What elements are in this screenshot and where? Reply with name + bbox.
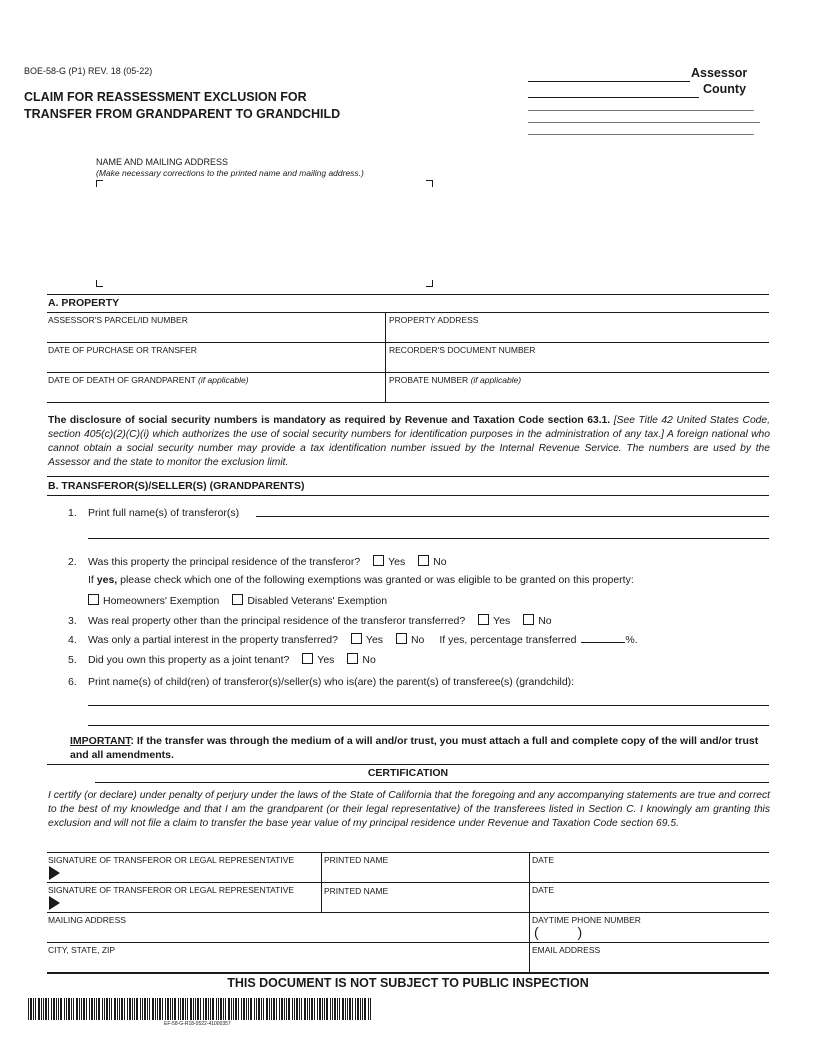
divider bbox=[47, 402, 769, 403]
no-label: No bbox=[433, 556, 447, 568]
divider bbox=[47, 912, 769, 913]
title-line-2: TRANSFER FROM GRANDPARENT TO GRANDCHILD bbox=[24, 107, 341, 121]
printed-name-1-field[interactable]: PRINTED NAME bbox=[324, 855, 389, 865]
q2-yes-checkbox[interactable] bbox=[373, 555, 384, 566]
section-a-title: A. PROPERTY bbox=[48, 297, 120, 309]
assessor-label: Assessor bbox=[691, 66, 748, 80]
parcel-number-field[interactable]: ASSESSOR'S PARCEL/ID NUMBER bbox=[48, 315, 188, 325]
divider bbox=[47, 495, 769, 496]
address-input-area[interactable] bbox=[104, 190, 420, 274]
homeowners-exemption-checkbox[interactable] bbox=[88, 594, 99, 605]
veterans-label: Disabled Veterans' Exemption bbox=[247, 595, 388, 607]
disclosure-bold: The disclosure of social security numbers is mandatory as required by Revenue and Taxation Code section 63.1. bbox=[48, 415, 611, 426]
certification-statement: I certify (or declare) under penalty of perjury under the laws of the State of California that the foregoing and any accompanying statements are true and correct to the best of my knowledge and that I am the grandparent (or their legal representative) of the transferees listed in Section C. I knowingly am granting this exclusion and will not file a claim to transfer the base year value of my principal residence under Revenue and Taxation Code section 69.5. bbox=[48, 790, 770, 829]
no-label: No bbox=[410, 634, 425, 646]
important-notice bbox=[70, 734, 760, 762]
question-number: 2. bbox=[68, 556, 77, 568]
question-2-followup bbox=[88, 574, 634, 586]
divider bbox=[47, 972, 769, 974]
important-text: : If the transfer was through the medium of a will and/or trust, you must attach a full and complete copy of the will and/or trust and all amendments. bbox=[70, 735, 759, 761]
death-date-label: DATE OF DEATH OF GRANDPARENT bbox=[48, 375, 196, 385]
child-names-input[interactable] bbox=[88, 705, 769, 706]
no-label: No bbox=[362, 654, 376, 666]
question-number: 1. bbox=[68, 507, 77, 519]
question-2-text: Was this property the principal residence of the transferor? bbox=[88, 556, 361, 568]
certification-title: CERTIFICATION bbox=[367, 767, 449, 779]
question-4 bbox=[68, 633, 638, 646]
sign-here-arrow-icon bbox=[49, 866, 60, 880]
question-3-text: Was real property other than the principal residence of the transferor transferred? bbox=[88, 615, 466, 627]
question-number: 5. bbox=[68, 654, 77, 666]
assessor-address-line[interactable] bbox=[528, 122, 760, 123]
assessor-address-line[interactable] bbox=[528, 110, 754, 111]
city-state-zip-field[interactable]: CITY, STATE, ZIP bbox=[48, 945, 116, 955]
email-address-field[interactable]: EMAIL ADDRESS bbox=[532, 945, 601, 955]
probate-number-note: (if applicable) bbox=[470, 375, 522, 385]
divider bbox=[95, 782, 769, 783]
yes-label: Yes bbox=[493, 615, 511, 627]
divider bbox=[47, 342, 769, 343]
disclosure-italic: [See Title 42 United States Code, section 405(c)(2)(C)(i) which authorizes the use of social security numbers for identification purposes in the administration of any tax.] A foreign national who cannot obtain a social security number may provide a tax identification number issued by the Internal Revenue Service. The numbers are used by the Assessor and the state to monitor the exclusion limit. bbox=[48, 415, 770, 468]
q3-yes-checkbox[interactable] bbox=[478, 614, 489, 625]
question-6-text: Print name(s) of child(ren) of transferor(s)/seller(s) who is(are) the parent(s) of transferee(s) (grandchild): bbox=[88, 676, 575, 688]
question-2 bbox=[68, 555, 447, 568]
question-1 bbox=[68, 507, 239, 519]
question-6 bbox=[68, 676, 574, 688]
q4-no-checkbox[interactable] bbox=[396, 633, 407, 644]
title-line-1: CLAIM FOR REASSESSMENT EXCLUSION FOR bbox=[24, 90, 307, 104]
death-date-field[interactable] bbox=[48, 375, 249, 385]
transferor-names-input[interactable] bbox=[256, 516, 769, 517]
purchase-date-field[interactable]: DATE OF PURCHASE OR TRANSFER bbox=[48, 345, 197, 355]
q4-yes-checkbox[interactable] bbox=[351, 633, 362, 644]
date-2-field[interactable]: DATE bbox=[532, 885, 555, 895]
sign-here-arrow-icon bbox=[49, 896, 60, 910]
question-number: 3. bbox=[68, 615, 77, 627]
yes-label: Yes bbox=[388, 556, 406, 568]
divider bbox=[47, 764, 769, 765]
followup-bold: yes, bbox=[96, 574, 118, 586]
address-corner-mark bbox=[96, 180, 103, 187]
phone-area-code-parens: ( ) bbox=[534, 924, 583, 940]
assessor-address-line[interactable] bbox=[528, 134, 754, 135]
form-id: BOE-58-G (P1) REV. 18 (05-22) bbox=[24, 66, 153, 76]
q4-percent-suffix: %. bbox=[625, 634, 638, 646]
divider bbox=[47, 312, 769, 313]
mailing-address-field[interactable]: MAILING ADDRESS bbox=[48, 915, 126, 925]
signature-1-field[interactable] bbox=[64, 864, 314, 882]
death-date-note: (if applicable) bbox=[198, 375, 249, 385]
divider bbox=[47, 372, 769, 373]
veterans-exemption-checkbox[interactable] bbox=[232, 594, 243, 605]
yes-label: Yes bbox=[365, 634, 384, 646]
page-title bbox=[24, 89, 340, 123]
percentage-input[interactable] bbox=[581, 633, 625, 643]
ssn-disclosure bbox=[48, 414, 770, 470]
question-3 bbox=[68, 614, 552, 627]
date-1-field[interactable]: DATE bbox=[532, 855, 555, 865]
homeowners-label: Homeowners' Exemption bbox=[103, 595, 220, 607]
divider bbox=[47, 942, 769, 943]
q2-no-checkbox[interactable] bbox=[418, 555, 429, 566]
section-b-title: B. TRANSFEROR(S)/SELLER(S) (GRANDPARENTS) bbox=[48, 480, 305, 492]
county-label: County bbox=[703, 82, 747, 96]
printed-name-2-field[interactable]: PRINTED NAME bbox=[324, 886, 389, 896]
child-names-input-line-2[interactable] bbox=[88, 725, 769, 726]
address-block-instruction: (Make necessary corrections to the printed name and mailing address.) bbox=[96, 168, 364, 178]
important-label: IMPORTANT bbox=[70, 735, 131, 747]
q5-yes-checkbox[interactable] bbox=[302, 653, 313, 664]
divider bbox=[47, 852, 769, 853]
probate-number-label: PROBATE NUMBER bbox=[389, 375, 469, 385]
recorder-document-number-field[interactable]: RECORDER'S DOCUMENT NUMBER bbox=[389, 345, 536, 355]
question-1-text: Print full name(s) of transferor(s) bbox=[88, 507, 240, 519]
address-corner-mark bbox=[426, 280, 433, 287]
followup-prefix: If bbox=[88, 574, 94, 586]
county-name-field[interactable] bbox=[528, 97, 699, 98]
phone-number-field[interactable]: DAYTIME PHONE NUMBER bbox=[532, 915, 641, 925]
q4-percent-label: If yes, percentage transferred bbox=[439, 634, 577, 646]
divider bbox=[47, 294, 769, 295]
question-number: 6. bbox=[68, 676, 77, 688]
followup-rest: please check which one of the following exemptions was granted or was eligible to be granted on this property: bbox=[120, 574, 634, 586]
signature-1-label: SIGNATURE OF TRANSFEROR OR LEGAL REPRESENTATIVE bbox=[48, 855, 295, 865]
q3-no-checkbox[interactable] bbox=[523, 614, 534, 625]
address-corner-mark bbox=[426, 180, 433, 187]
yes-label: Yes bbox=[317, 654, 335, 666]
divider bbox=[47, 882, 769, 883]
signature-2-field[interactable] bbox=[64, 894, 314, 912]
divider bbox=[385, 312, 386, 402]
question-number: 4. bbox=[68, 634, 77, 646]
question-5 bbox=[68, 653, 376, 666]
question-5-text: Did you own this property as a joint tenant? bbox=[88, 654, 290, 666]
divider bbox=[47, 476, 769, 477]
barcode bbox=[28, 998, 374, 1020]
signature-2-label: SIGNATURE OF TRANSFEROR OR LEGAL REPRESENTATIVE bbox=[48, 885, 295, 895]
probate-number-field[interactable] bbox=[389, 375, 521, 385]
address-corner-mark bbox=[96, 280, 103, 287]
no-label: No bbox=[538, 615, 552, 627]
assessor-name-field[interactable] bbox=[528, 81, 690, 82]
address-block-label: NAME AND MAILING ADDRESS bbox=[96, 157, 229, 167]
public-inspection-notice: THIS DOCUMENT IS NOT SUBJECT TO PUBLIC INSPECTION bbox=[227, 976, 589, 990]
exemption-options bbox=[88, 594, 387, 607]
transferor-names-input-line-2[interactable] bbox=[88, 538, 769, 539]
property-address-field[interactable]: PROPERTY ADDRESS bbox=[389, 315, 479, 325]
barcode-text: EF-58-G-R18-0522-41000357 bbox=[164, 1021, 231, 1027]
q5-no-checkbox[interactable] bbox=[347, 653, 358, 664]
question-4-text: Was only a partial interest in the property transferred? bbox=[88, 634, 338, 646]
